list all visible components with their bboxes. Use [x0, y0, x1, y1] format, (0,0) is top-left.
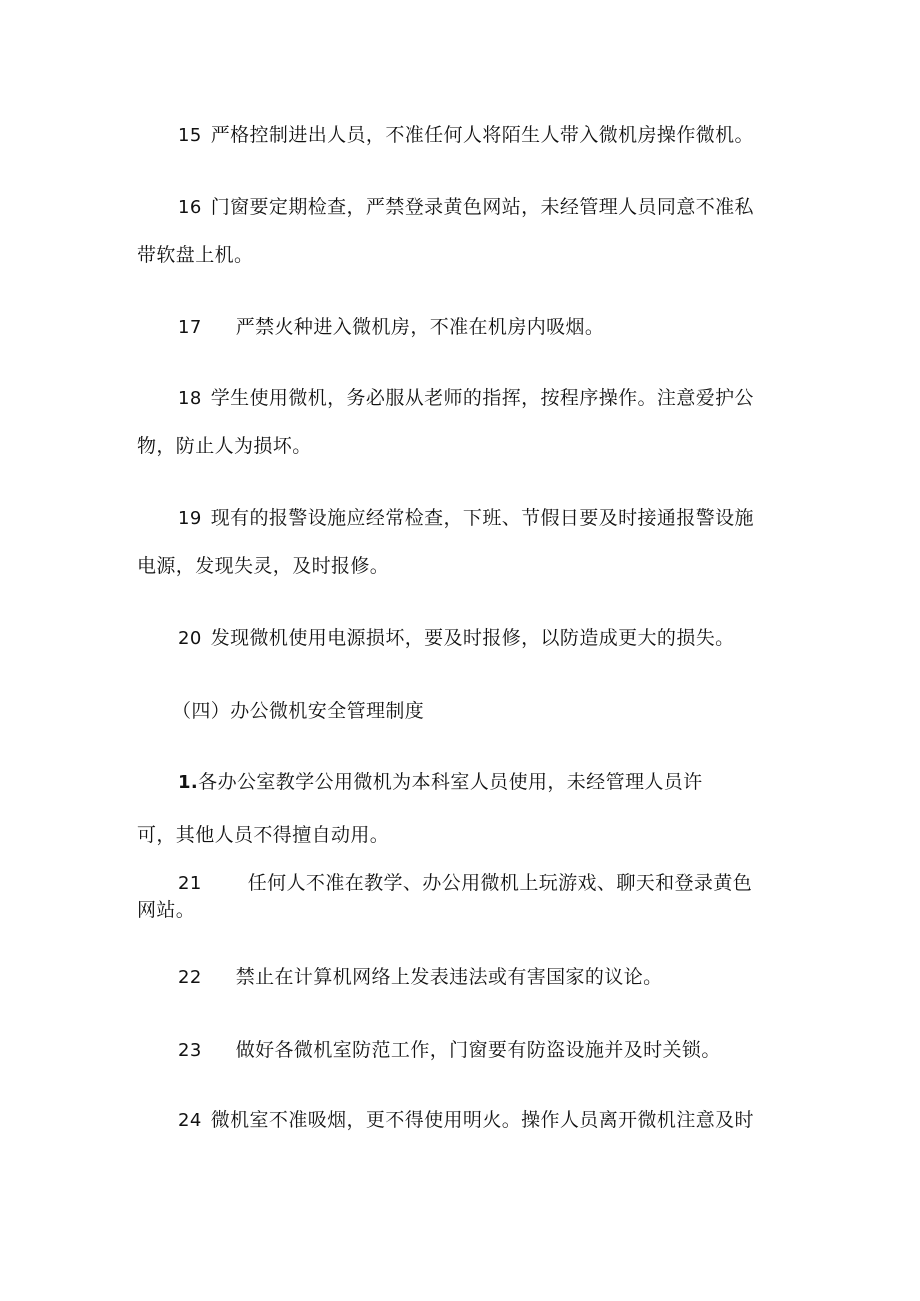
rule-text: 发现微机使用电源损坏，要及时报修，以防造成更大的损失。 — [210, 627, 735, 649]
rule-number: 15 — [178, 125, 202, 146]
rule-number: 19 — [178, 508, 202, 529]
rule-number: 17 — [178, 317, 202, 338]
rule-text: 禁止在计算机网络上发表违法或有害国家的议论。 — [235, 966, 663, 988]
rule-17 — [178, 316, 604, 339]
rule-text: 现有的报警设施应经常检查，下班、节假日要及时接通报警设施 — [210, 507, 754, 529]
rule-18-continuation: 物，防止人为损坏。 — [137, 435, 312, 457]
rule-text: 严禁火种进入微机房，不准在机房内吸烟。 — [235, 316, 605, 338]
section-rule-1 — [178, 771, 703, 794]
rule-22 — [178, 966, 663, 989]
rule-21-continuation: 网站。 — [137, 899, 196, 921]
rule-19-continuation: 电源，发现失灵，及时报修。 — [137, 555, 390, 577]
section-rule-1-continuation: 可，其他人员不得擅自动用。 — [137, 824, 390, 846]
rule-21 — [178, 872, 752, 895]
rule-number: 18 — [178, 388, 202, 409]
rule-number: 22 — [178, 967, 202, 988]
rule-20 — [178, 627, 735, 650]
section-heading: （四）办公微机安全管理制度 — [172, 700, 425, 722]
rule-15 — [178, 124, 754, 147]
rule-24 — [178, 1109, 754, 1132]
rule-number: 23 — [178, 1040, 202, 1061]
rule-text: 严格控制进出人员，不准任何人将陌生人带入微机房操作微机。 — [210, 124, 754, 146]
rule-16-continuation: 带软盘上机。 — [137, 244, 254, 266]
rule-18 — [178, 387, 754, 410]
rule-23 — [178, 1039, 721, 1062]
rule-number: 16 — [178, 197, 202, 218]
rule-number: 1. — [178, 772, 199, 793]
rule-text: 做好各微机室防范工作，门窗要有防盗设施并及时关锁。 — [235, 1039, 721, 1061]
rule-text: 学生使用微机，务必服从老师的指挥，按程序操作。注意爱护公 — [210, 387, 754, 409]
rule-text: 各办公室教学公用微机为本科室人员使用，未经管理人员许 — [198, 771, 703, 793]
rule-number: 21 — [178, 873, 202, 894]
rule-number: 24 — [178, 1110, 202, 1131]
rule-text: 微机室不准吸烟，更不得使用明火。操作人员离开微机注意及时 — [210, 1109, 754, 1131]
rule-16 — [178, 196, 754, 219]
rule-text: 任何人不准在教学、办公用微机上玩游戏、聊天和登录黄色 — [247, 872, 753, 894]
rule-19 — [178, 507, 754, 530]
rule-number: 20 — [178, 628, 202, 649]
rule-text: 门窗要定期检查，严禁登录黄色网站，未经管理人员同意不准私 — [210, 196, 754, 218]
